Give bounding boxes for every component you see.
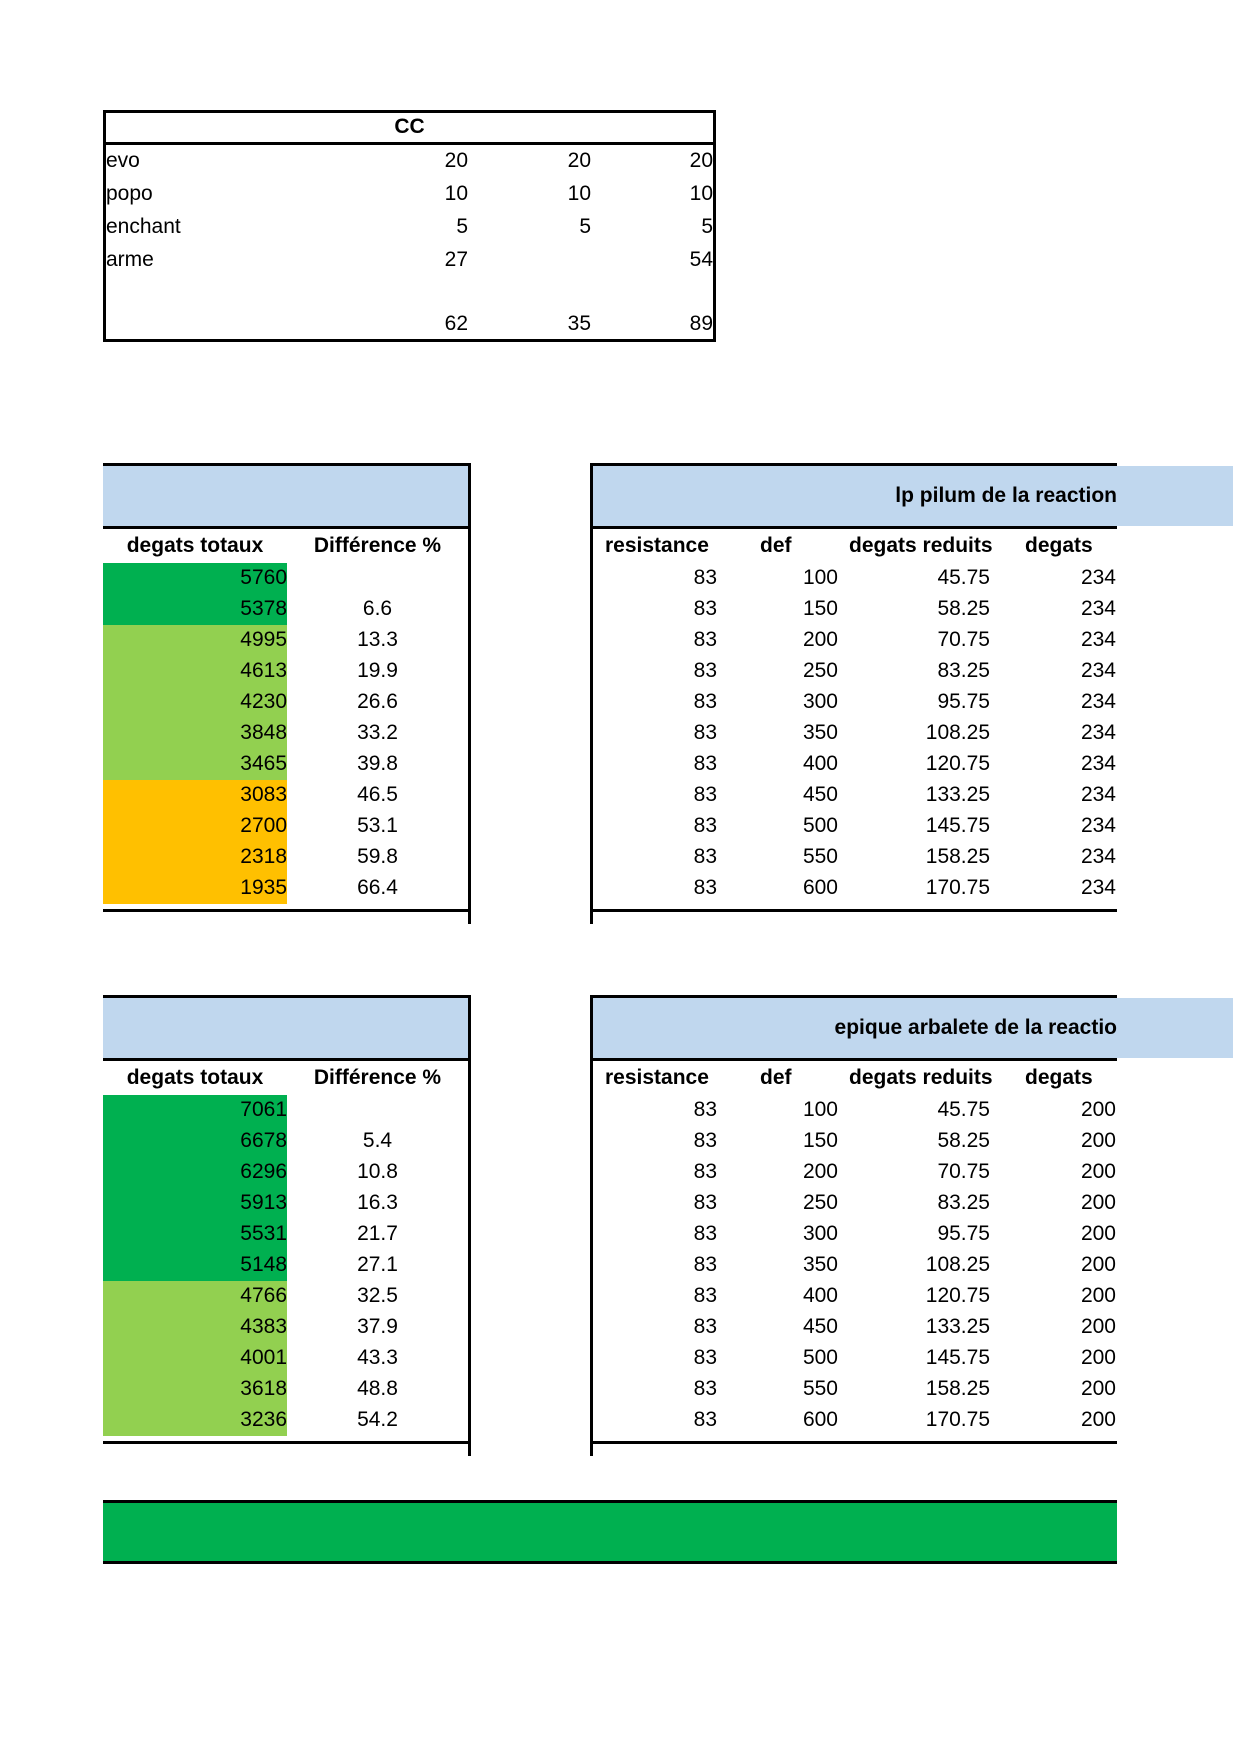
degats-reduits-value: 145.75 (925, 1346, 990, 1369)
total-value: 3236 (240, 1408, 287, 1431)
difference-value: 5.4 (362, 1129, 393, 1152)
total-value: 3083 (240, 783, 287, 806)
degats-value: 234 (1080, 597, 1116, 620)
left-block-bottom-border (103, 909, 471, 912)
degats-value: 234 (1080, 566, 1116, 589)
cc-label-popo: popo (106, 182, 153, 205)
left-block-bottom-border (103, 1441, 471, 1444)
total-value: 5378 (240, 597, 287, 620)
bottom-bar-bottom-border (103, 1561, 1117, 1564)
total-value: 5760 (240, 566, 287, 589)
def-value: 450 (802, 783, 838, 806)
resistance-value: 83 (693, 1346, 717, 1369)
header-degats: degats (1025, 1066, 1093, 1089)
cc-label-arme: arme (106, 248, 154, 271)
total-value: 1935 (240, 876, 287, 899)
cc-total: 35 (567, 312, 591, 335)
difference-value: 21.7 (357, 1222, 398, 1245)
left-block-right-border (468, 995, 471, 1456)
resistance-value: 83 (693, 690, 717, 713)
degats-value: 234 (1080, 845, 1116, 868)
def-value: 250 (802, 659, 838, 682)
total-value: 4001 (240, 1346, 287, 1369)
difference-value: 19.9 (357, 659, 398, 682)
degats-reduits-value: 133.25 (925, 1315, 990, 1338)
cc-cell: 54 (689, 248, 713, 271)
left-header-band (103, 466, 468, 526)
degats-reduits-value: 133.25 (925, 783, 990, 806)
resistance-value: 83 (693, 814, 717, 837)
resistance-value: 83 (693, 1160, 717, 1183)
degats-reduits-value: 83.25 (937, 1191, 990, 1214)
difference-value: 46.5 (357, 783, 398, 806)
degats-value: 200 (1080, 1377, 1116, 1400)
difference-value (287, 563, 468, 593)
degats-reduits-value: 45.75 (937, 566, 990, 589)
header-resistance: resistance (605, 534, 709, 557)
degats-reduits-value: 83.25 (937, 659, 990, 682)
degats-value: 200 (1080, 1160, 1116, 1183)
resistance-value: 83 (693, 876, 717, 899)
degats-value: 234 (1080, 752, 1116, 775)
difference-value: 13.3 (357, 628, 398, 651)
total-value: 2700 (240, 814, 287, 837)
def-value: 400 (802, 1284, 838, 1307)
total-value: 5148 (240, 1253, 287, 1276)
total-value: 7061 (240, 1098, 287, 1121)
degats-reduits-value: 158.25 (925, 845, 990, 868)
total-value: 3618 (240, 1377, 287, 1400)
resistance-value: 83 (693, 1222, 717, 1245)
cc-label-enchant: enchant (106, 215, 181, 238)
resistance-value: 83 (693, 752, 717, 775)
resistance-value: 83 (693, 1129, 717, 1152)
header-def: def (760, 1066, 792, 1089)
def-value: 300 (802, 1222, 838, 1245)
degats-reduits-value: 158.25 (925, 1377, 990, 1400)
resistance-value: 83 (693, 1191, 717, 1214)
def-value: 200 (802, 1160, 838, 1183)
degats-value: 200 (1080, 1346, 1116, 1369)
total-value: 6296 (240, 1160, 287, 1183)
right-block-bottom-border (590, 1441, 1117, 1444)
header-resistance: resistance (605, 1066, 709, 1089)
degats-value: 200 (1080, 1098, 1116, 1121)
resistance-value: 83 (693, 659, 717, 682)
total-value: 4766 (240, 1284, 287, 1307)
cc-cell: 20 (689, 149, 713, 172)
degats-value: 234 (1080, 783, 1116, 806)
def-value: 150 (802, 1129, 838, 1152)
degats-reduits-value: 58.25 (937, 1129, 990, 1152)
def-value: 350 (802, 721, 838, 744)
cc-cell: 5 (456, 215, 468, 238)
def-value: 400 (802, 752, 838, 775)
total-value: 3465 (240, 752, 287, 775)
resistance-value: 83 (693, 783, 717, 806)
total-value: 2318 (240, 845, 287, 868)
difference-value: 48.8 (357, 1377, 398, 1400)
def-value: 600 (802, 876, 838, 899)
cc-cell: 27 (444, 248, 468, 271)
resistance-value: 83 (693, 721, 717, 744)
difference-value (287, 1095, 468, 1125)
degats-reduits-value: 70.75 (937, 1160, 990, 1183)
cc-cell: 20 (567, 149, 591, 172)
def-value: 150 (802, 597, 838, 620)
difference-value: 33.2 (357, 721, 398, 744)
difference-value: 66.4 (357, 876, 398, 899)
def-value: 250 (802, 1191, 838, 1214)
degats-reduits-value: 170.75 (925, 1408, 990, 1431)
total-value: 4995 (240, 628, 287, 651)
header-degats-totaux: degats totaux (126, 534, 264, 557)
difference-value: 27.1 (357, 1253, 398, 1276)
header-def: def (760, 534, 792, 557)
def-value: 550 (802, 845, 838, 868)
cc-total: 62 (444, 312, 468, 335)
degats-value: 234 (1080, 690, 1116, 713)
bottom-bar-top-border (103, 1500, 1117, 1503)
total-value: 4230 (240, 690, 287, 713)
degats-value: 234 (1080, 721, 1116, 744)
degats-value: 200 (1080, 1191, 1116, 1214)
degats-value: 234 (1080, 814, 1116, 837)
difference-value: 53.1 (357, 814, 398, 837)
degats-value: 200 (1080, 1222, 1116, 1245)
header-degats: degats (1025, 534, 1093, 557)
total-value: 5531 (240, 1222, 287, 1245)
def-value: 500 (802, 1346, 838, 1369)
left-block-right-border (468, 463, 471, 924)
total-value: 3848 (240, 721, 287, 744)
resistance-value: 83 (693, 597, 717, 620)
degats-value: 200 (1080, 1408, 1116, 1431)
def-value: 500 (802, 814, 838, 837)
def-value: 350 (802, 1253, 838, 1276)
right-header-divider (590, 1058, 1117, 1061)
def-value: 450 (802, 1315, 838, 1338)
resistance-value: 83 (693, 1098, 717, 1121)
section-title: lp pilum de la reaction (895, 484, 1117, 507)
degats-reduits-value: 95.75 (937, 1222, 990, 1245)
right-block-bottom-border (590, 909, 1117, 912)
degats-value: 200 (1080, 1284, 1116, 1307)
difference-value: 6.6 (362, 597, 393, 620)
cc-header-divider (103, 142, 716, 145)
header-degats-reduits: degats reduits (849, 1066, 993, 1089)
resistance-value: 83 (693, 1408, 717, 1431)
difference-value: 43.3 (357, 1346, 398, 1369)
header-difference: Différence % (313, 1066, 442, 1089)
cc-label-evo: evo (106, 149, 140, 172)
degats-reduits-value: 70.75 (937, 628, 990, 651)
degats-reduits-value: 108.25 (925, 721, 990, 744)
difference-value: 37.9 (357, 1315, 398, 1338)
cc-title: CC (394, 115, 425, 138)
difference-value: 32.5 (357, 1284, 398, 1307)
resistance-value: 83 (693, 1377, 717, 1400)
degats-reduits-value: 145.75 (925, 814, 990, 837)
cc-cell: 5 (701, 215, 713, 238)
left-header-band (103, 998, 468, 1058)
right-header-divider (590, 526, 1117, 529)
degats-value: 234 (1080, 628, 1116, 651)
cc-cell: 5 (579, 215, 591, 238)
difference-value: 16.3 (357, 1191, 398, 1214)
def-value: 550 (802, 1377, 838, 1400)
degats-reduits-value: 170.75 (925, 876, 990, 899)
resistance-value: 83 (693, 566, 717, 589)
degats-value: 234 (1080, 659, 1116, 682)
difference-value: 39.8 (357, 752, 398, 775)
cc-total: 89 (689, 312, 713, 335)
header-degats-reduits: degats reduits (849, 534, 993, 557)
difference-value: 10.8 (357, 1160, 398, 1183)
left-header-divider (103, 1058, 471, 1061)
header-difference: Différence % (313, 534, 442, 557)
resistance-value: 83 (693, 845, 717, 868)
resistance-value: 83 (693, 1253, 717, 1276)
resistance-value: 83 (693, 1284, 717, 1307)
degats-reduits-value: 108.25 (925, 1253, 990, 1276)
header-degats-totaux: degats totaux (126, 1066, 264, 1089)
bottom-green-bar (103, 1500, 1117, 1562)
degats-reduits-value: 120.75 (925, 1284, 990, 1307)
cc-cell: 10 (444, 182, 468, 205)
def-value: 300 (802, 690, 838, 713)
degats-reduits-value: 58.25 (937, 597, 990, 620)
cc-cell: 10 (567, 182, 591, 205)
cc-cell (523, 245, 591, 275)
cc-cell: 20 (444, 149, 468, 172)
total-value: 6678 (240, 1129, 287, 1152)
difference-value: 26.6 (357, 690, 398, 713)
degats-value: 200 (1080, 1315, 1116, 1338)
resistance-value: 83 (693, 628, 717, 651)
difference-value: 59.8 (357, 845, 398, 868)
def-value: 600 (802, 1408, 838, 1431)
left-header-divider (103, 526, 471, 529)
section-title: epique arbalete de la reactio (834, 1016, 1117, 1039)
degats-value: 200 (1080, 1129, 1116, 1152)
degats-reduits-value: 120.75 (925, 752, 990, 775)
resistance-value: 83 (693, 1315, 717, 1338)
cc-cell: 10 (689, 182, 713, 205)
total-value: 4383 (240, 1315, 287, 1338)
degats-reduits-value: 95.75 (937, 690, 990, 713)
def-value: 100 (802, 1098, 838, 1121)
difference-value: 54.2 (357, 1408, 398, 1431)
def-value: 200 (802, 628, 838, 651)
degats-reduits-value: 45.75 (937, 1098, 990, 1121)
degats-value: 200 (1080, 1253, 1116, 1276)
total-value: 4613 (240, 659, 287, 682)
total-value: 5913 (240, 1191, 287, 1214)
degats-value: 234 (1080, 876, 1116, 899)
def-value: 100 (802, 566, 838, 589)
